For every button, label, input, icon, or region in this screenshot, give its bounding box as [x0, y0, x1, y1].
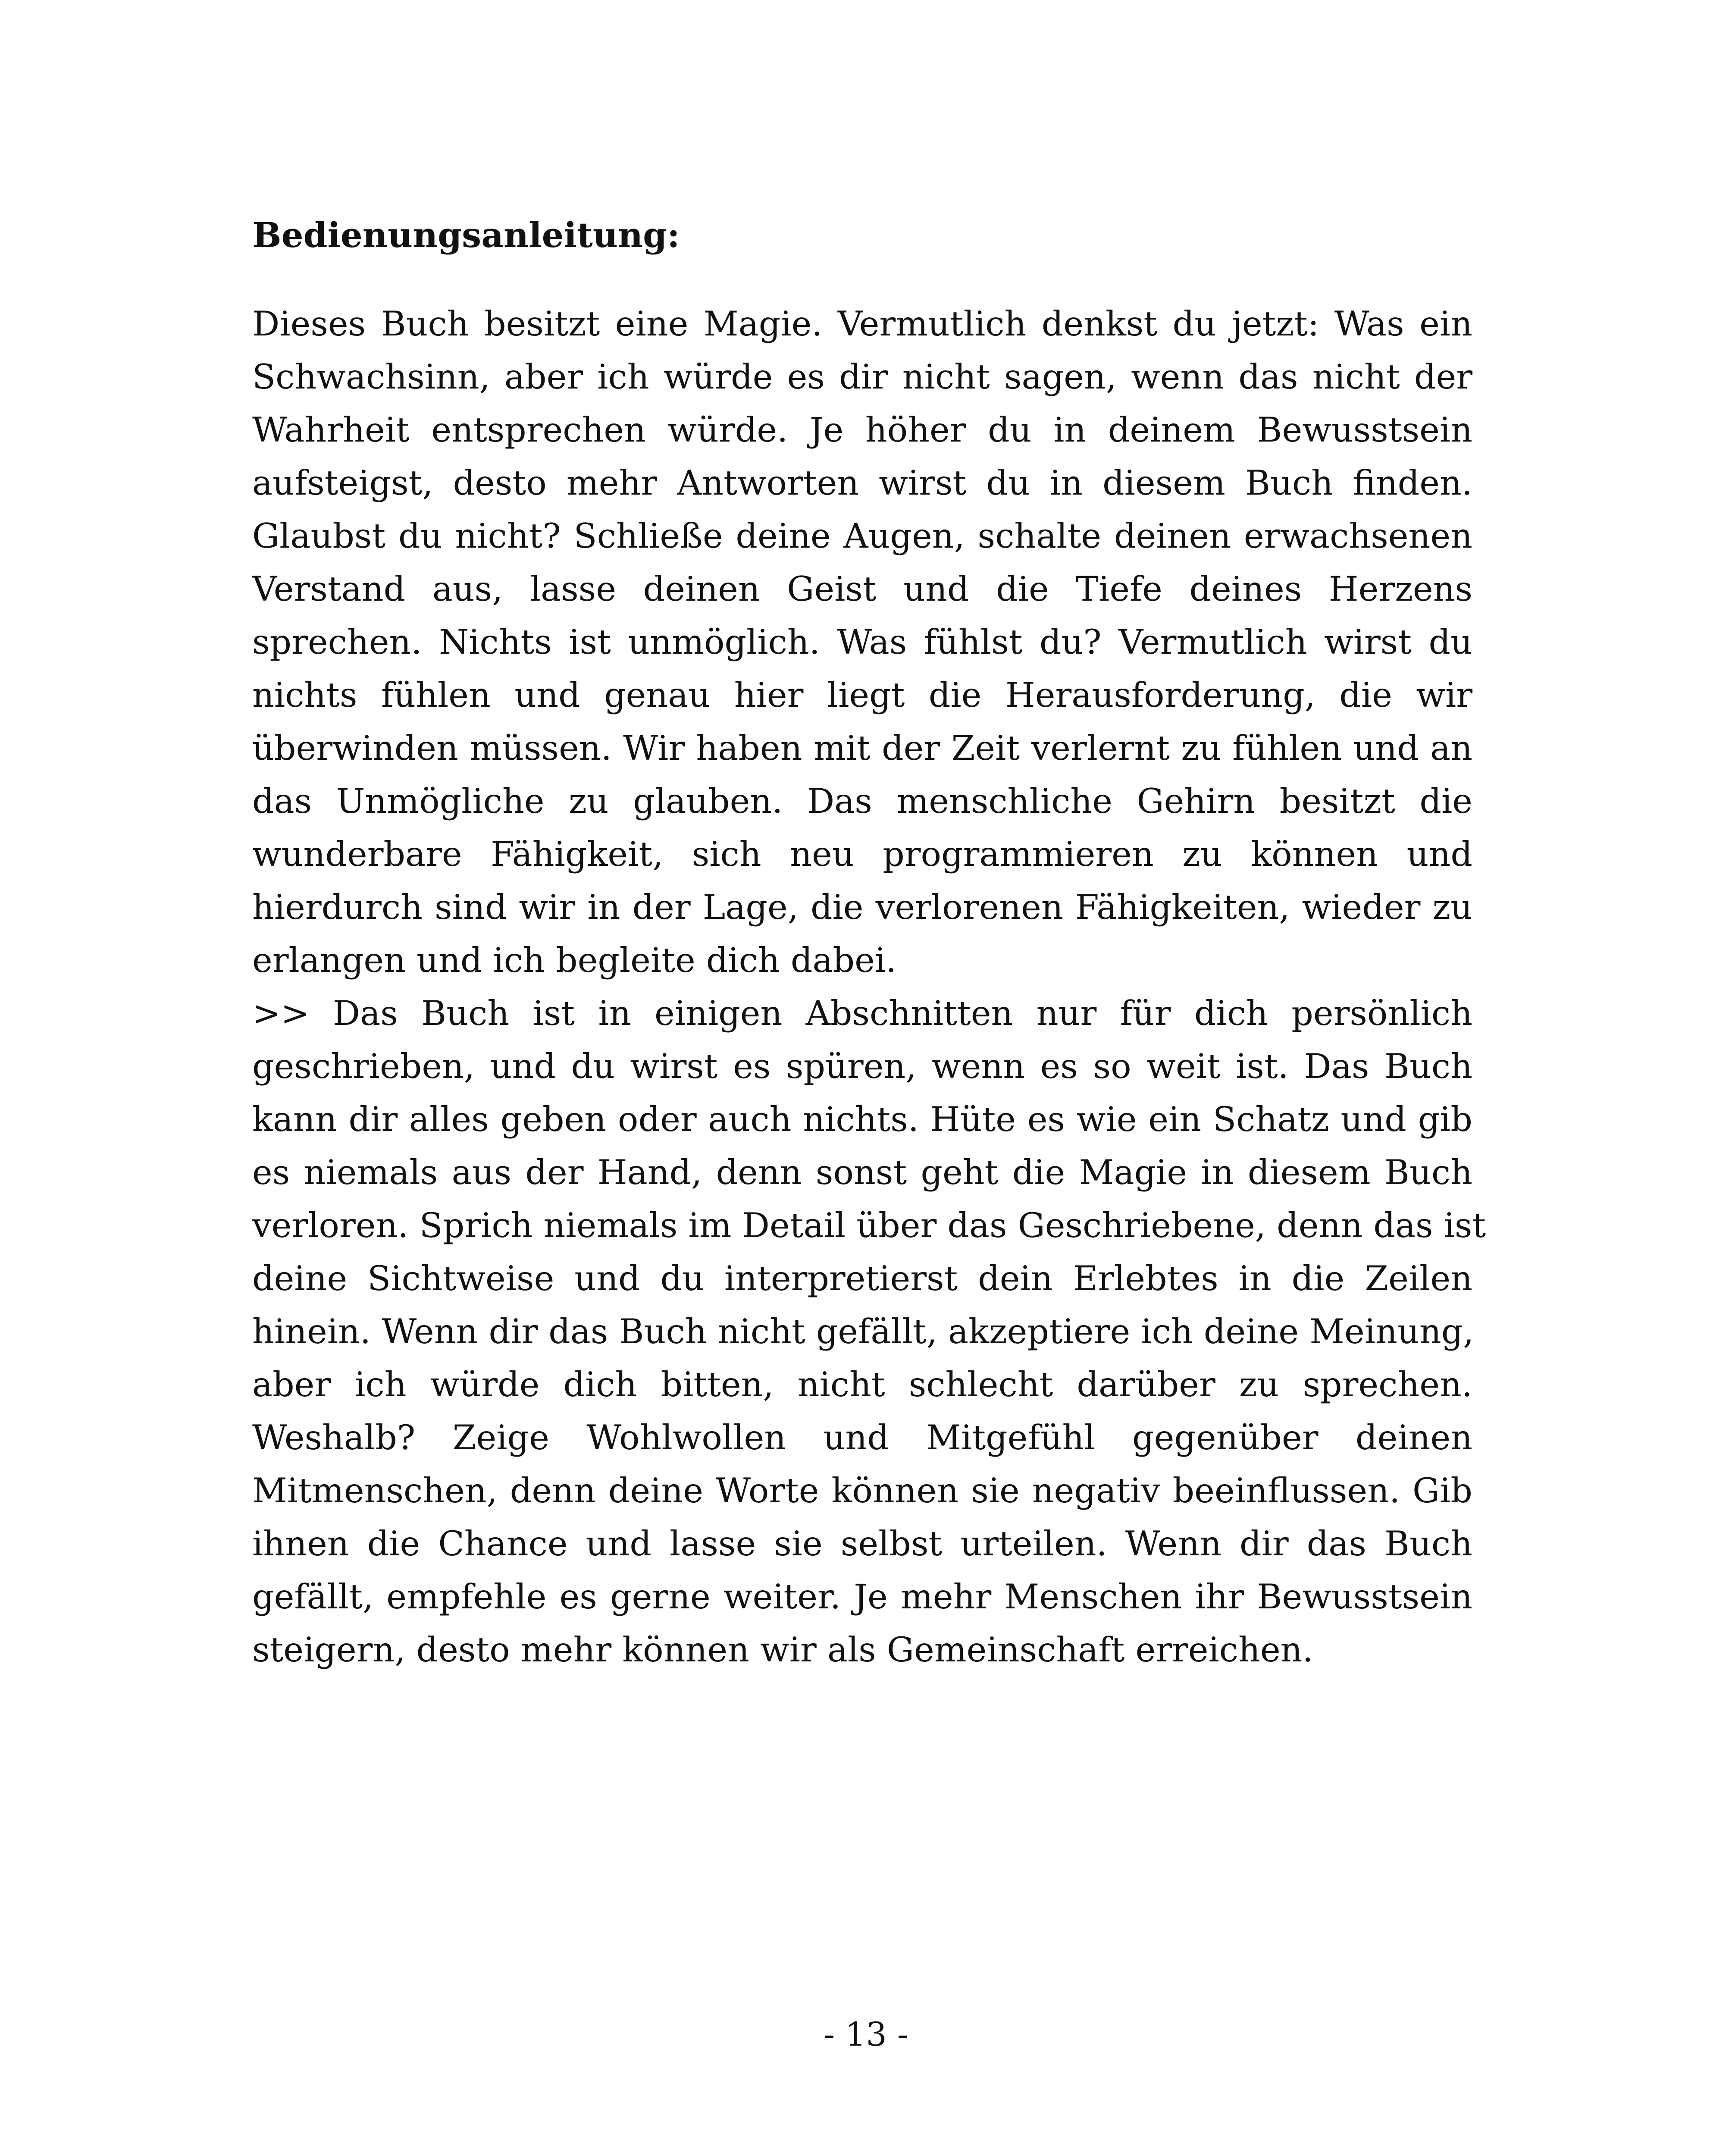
text-line: Dieses Buch besitzt eine Magie. Vermutlich denkst du jetzt: Was ein	[252, 304, 1472, 344]
text-line: das Unmögliche zu glauben. Das menschliche Gehirn besitzt die	[252, 781, 1472, 821]
text-line: ihnen die Chance und lasse sie selbst urteilen. Wenn dir das Buch	[252, 1524, 1472, 1564]
paragraph-2	[252, 987, 1486, 1677]
text-line: >> Das Buch ist in einigen Abschnitten nur für dich persönlich	[252, 993, 1472, 1033]
text-line: deine Sichtweise und du interpretierst dein Erlebtes in die Zeilen	[252, 1259, 1472, 1298]
text-line: Wahrheit entsprechen würde. Je höher du in deinem Bewusstsein	[252, 410, 1472, 450]
text-line: erlangen und ich begleite dich dabei.	[252, 940, 897, 980]
text-line: verloren. Sprich niemals im Detail über das Geschriebene, denn das ist	[252, 1206, 1486, 1245]
text-line: Glaubst du nicht? Schließe deine Augen, schalte deinen erwachsenen	[252, 516, 1472, 556]
section-heading: Bedienungsanleitung:	[252, 215, 680, 255]
text-line: Mitmenschen, denn deine Worte können sie negativ beeinflussen. Gib	[252, 1471, 1472, 1510]
text-line: kann dir alles geben oder auch nichts. Hüte es wie ein Schatz und gib	[252, 1100, 1472, 1139]
text-line: es niemals aus der Hand, denn sonst geht die Magie in diesem Buch	[252, 1153, 1472, 1192]
text-line: hierdurch sind wir in der Lage, die verlorenen Fähigkeiten, wieder zu	[252, 887, 1472, 927]
text-line: überwinden müssen. Wir haben mit der Zeit verlernt zu fühlen und an	[252, 728, 1472, 768]
text-line: geschrieben, und du wirst es spüren, wenn es so weit ist. Das Buch	[252, 1047, 1472, 1086]
body-text	[252, 298, 1486, 1677]
page-number: - 13 -	[824, 2015, 908, 2053]
paragraph-1	[252, 298, 1472, 987]
text-line: hinein. Wenn dir das Buch nicht gefällt, akzeptiere ich deine Meinung,	[252, 1312, 1474, 1351]
text-line: nichts fühlen und genau hier liegt die Herausforderung, die wir	[252, 675, 1472, 715]
text-line: Schwachsinn, aber ich würde es dir nicht sagen, wenn das nicht der	[252, 357, 1472, 397]
text-line: sprechen. Nichts ist unmöglich. Was fühlst du? Vermutlich wirst du	[252, 622, 1472, 662]
text-line: gefällt, empfehle es gerne weiter. Je mehr Menschen ihr Bewusstsein	[252, 1577, 1472, 1617]
text-line: steigern, desto mehr können wir als Gemeinschaft erreichen.	[252, 1630, 1313, 1670]
text-line: wunderbare Fähigkeit, sich neu programmieren zu können und	[252, 834, 1472, 874]
text-line: Verstand aus, lasse deinen Geist und die Tiefe deines Herzens	[252, 569, 1472, 609]
text-line: aufsteigst, desto mehr Antworten wirst du in diesem Buch finden.	[252, 463, 1472, 503]
text-line: Weshalb? Zeige Wohlwollen und Mitgefühl gegenüber deinen	[252, 1418, 1472, 1457]
text-line: aber ich würde dich bitten, nicht schlecht darüber zu sprechen.	[252, 1365, 1472, 1404]
